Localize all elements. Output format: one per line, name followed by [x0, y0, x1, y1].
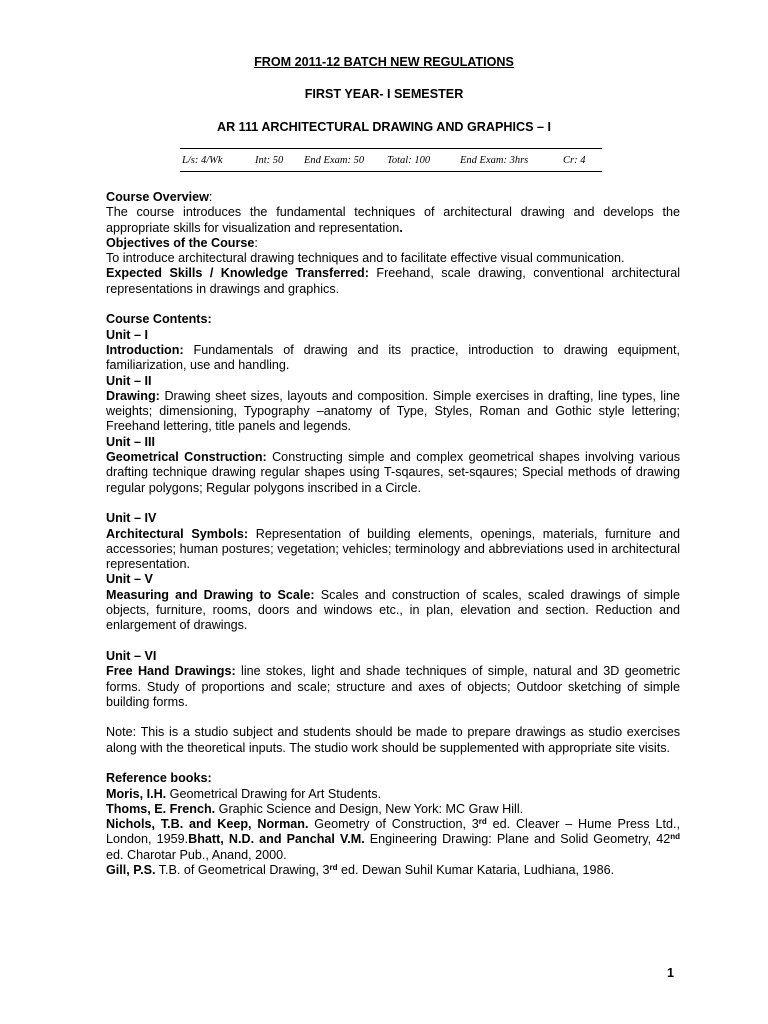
- contents-heading: Course Contents:: [106, 312, 212, 327]
- lectures-per-week: L/s: 4/Wk: [182, 155, 223, 166]
- unit-label: Unit – I: [106, 327, 148, 342]
- reference-item: Moris, I.H. Geometrical Drawing for Art Students.: [106, 786, 382, 801]
- reference-item: Thoms, E. French. Graphic Science and Design, New York: MC Graw Hill.: [106, 801, 524, 816]
- unit-label: Unit – III: [106, 434, 155, 449]
- page-number: 1: [667, 966, 675, 980]
- overview-text: The course introduces the fundamental techniques of architectural drawing and develops the appropriate skills for visualization and representation.: [106, 205, 680, 235]
- objectives-text: To introduce architectural drawing techniques and to facilitate effective visual communication.: [106, 251, 625, 266]
- internal-marks: Int: 50: [255, 155, 284, 166]
- objectives-heading: Objectives of the Course:: [106, 235, 258, 250]
- exam-duration: End Exam: 3hrs: [460, 155, 529, 166]
- course-title: AR 111 ARCHITECTURAL DRAWING AND GRAPHICS – I: [216, 120, 551, 134]
- reference-item: Gill, P.S. T.B. of Geometrical Drawing, 3rd ed. Dewan Suhil Kumar Kataria, Ludhiana, 1986.: [106, 863, 615, 878]
- studio-note: Note: This is a studio subject and students should be made to prepare drawings as studio exercises along with the theoretical inputs. The studio work should be supplemented with appropriate site visits.: [106, 725, 680, 755]
- references-heading: Reference books:: [106, 771, 212, 786]
- unit-label: Unit – V: [106, 572, 153, 587]
- credits: Cr: 4: [563, 155, 586, 166]
- unit-description: Drawing: Drawing sheet sizes, layouts and composition. Simple exercises in drafting, line types, line weights; dimensioning, Typography –anatomy of Type, Styles, Roman and Gothic style lettering; Freehand lettering, title panels and legends.: [106, 388, 680, 434]
- overview-heading: Course Overview:: [106, 190, 213, 204]
- semester-heading: FIRST YEAR- I SEMESTER: [304, 87, 464, 101]
- unit-description: Free Hand Drawings: line stokes, light and shade techniques of simple, natural and 3D geometric forms. Study of proportions and scale; structure and axes of objects; Outdoor sketching of simple building forms.: [106, 664, 681, 709]
- end-exam-marks: End Exam: 50: [304, 155, 365, 166]
- unit-label: Unit – VI: [106, 648, 157, 663]
- batch-heading: FROM 2011-12 BATCH NEW REGULATIONS: [254, 55, 514, 69]
- unit-description: Introduction: Fundamentals of drawing and its practice, introduction to drawing equipment, familiarization, use and handling.: [106, 342, 680, 373]
- total-marks: Total: 100: [387, 155, 431, 166]
- unit-description: Geometrical Construction: Constructing simple and complex geometrical shapes involving various drafting technique drawing regular shapes using T-sqaures, set-sqaures; Special methods of drawing regular polygons; Regular polygons inscribed in a Circle.: [106, 450, 681, 495]
- course-info-bar: [180, 148, 602, 172]
- skills-paragraph: Expected Skills / Knowledge Transferred: Freehand, scale drawing, conventional architectural representations in drawings and graphics.: [106, 266, 680, 296]
- unit-description: Architectural Symbols: Representation of building elements, openings, materials, furniture and accessories; human postures; vegetation; vehicles; terminology and abbreviations used in architectural representation.: [106, 526, 681, 572]
- reference-item: Nichols, T.B. and Keep, Norman. Geometry of Construction, 3rd ed. Cleaver – Hume Press Ltd., London, 1959.Bhatt, N.D. and Panchal V.M. Engineering Drawing: Plane and Solid Geometry, 42nd ed. Charotar Pub., Anand, 2000.: [106, 817, 680, 862]
- unit-description: Measuring and Drawing to Scale: Scales and construction of scales, scaled drawings of simple objects, furniture, rooms, doors and windows etc., in plan, elevation and section. Reduction and enlargement of drawings.: [106, 587, 680, 633]
- unit-label: Unit – IV: [106, 511, 157, 526]
- syllabus-body: [106, 190, 680, 878]
- unit-label: Unit – II: [106, 373, 152, 388]
